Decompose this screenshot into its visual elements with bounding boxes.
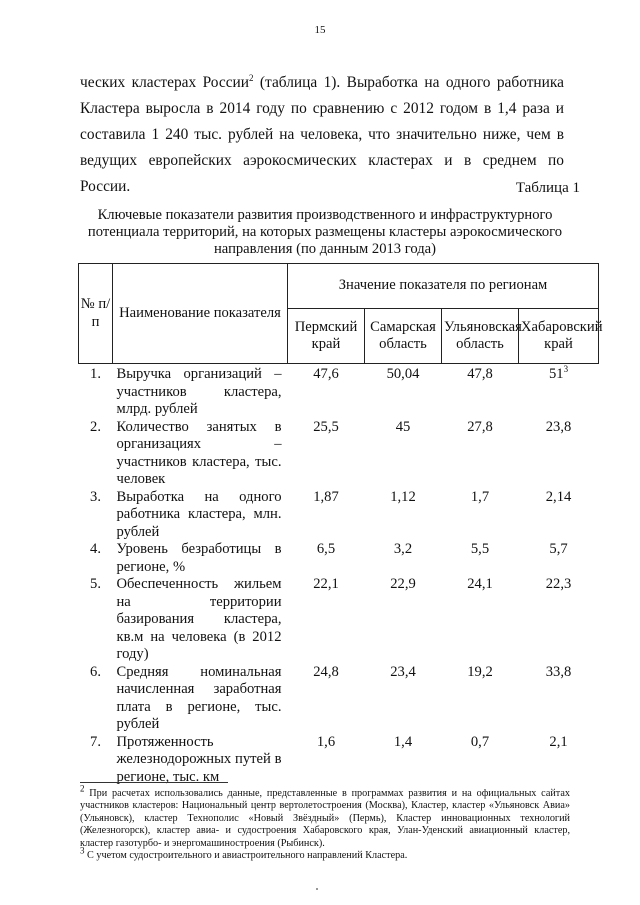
page-number: 15 <box>314 24 326 36</box>
cell-value: 5,7 <box>549 541 568 557</box>
footnote-ref-2: 2 <box>249 72 254 83</box>
row-num: 1. <box>90 366 101 382</box>
intro-paragraph <box>80 70 564 200</box>
header-group: Значение показателя по регионам <box>288 264 599 309</box>
header-name: Наименование показателя <box>113 264 288 364</box>
table-title: Ключевые показатели развития производственного и инфраструктурного потенциала территорий, на которых размещены кластеры аэрокосмического направления (по данным 2013 года) <box>87 207 563 257</box>
table-row <box>79 576 599 664</box>
indicators-table <box>78 263 603 786</box>
cell-value: 51 <box>548 366 564 382</box>
row-num: 6. <box>90 663 101 680</box>
cell-value: 1,4 <box>393 733 413 750</box>
cell-value: 0,7 <box>470 733 490 750</box>
cell-value: 3,2 <box>393 541 413 557</box>
header-region-samara: Самарская область <box>365 309 442 364</box>
footnote-ref-3: 3 <box>563 364 569 375</box>
cell-value-with-footnote <box>519 364 599 419</box>
cell-value: 27,8 <box>467 418 493 435</box>
row-name: Уровень безработицы в регионе, % <box>116 541 282 575</box>
row-num: 3. <box>90 488 101 505</box>
table-row <box>79 664 599 734</box>
row-name: Выработка на одного работника кластера, млн. рублей <box>116 488 282 540</box>
row-name: Протяженность железнодорожных путей в регионе, тыс. км <box>116 733 282 785</box>
footnote-separator <box>80 782 228 783</box>
cell-value: 23,4 <box>390 663 416 680</box>
row-name: Выручка организаций – участников кластера, млрд. рублей <box>116 366 282 417</box>
cell-value: 5,5 <box>470 541 490 557</box>
footnote-3 <box>80 845 570 862</box>
cell-value: 6,5 <box>316 541 336 557</box>
footnote-mark: 3 <box>80 845 85 856</box>
cell-value: 1,87 <box>313 488 339 505</box>
header-num: № п/п <box>79 264 113 364</box>
cell-value: 1,6 <box>316 733 336 750</box>
cell-value: 45 <box>395 418 411 435</box>
cell-value: 33,8 <box>545 663 572 680</box>
row-name: Обеспеченность жильем на территории базирования кластера, кв.м на человека (в 2012 году) <box>116 576 282 662</box>
row-num: 5. <box>90 576 101 592</box>
cell-value: 1,7 <box>470 488 490 505</box>
cell-value: 22,1 <box>313 576 339 592</box>
cell-value: 1,12 <box>390 488 416 505</box>
intro-text-part1: ческих кластерах России <box>80 74 249 91</box>
row-num: 4. <box>90 541 101 557</box>
intro-text-part2: (таблица 1). Выработка на одного работника Кластера выросла в 2014 году по сравнению с 2012 годом в 1,4 раза и составила 1 240 тыс. рублей на человека, что значительно ниже, чем в ведущих европейских аэрокосмических кластерах и в среднем по России. <box>80 74 564 195</box>
footnote-2 <box>80 783 570 850</box>
cell-value: 25,5 <box>313 418 339 435</box>
table-row <box>79 364 599 419</box>
cell-value: 22,9 <box>390 576 416 592</box>
table-label: Таблица 1 <box>515 180 580 196</box>
header-region-khabarovsk: Хабаровский край <box>519 309 599 364</box>
cell-value: 19,2 <box>467 663 493 680</box>
cell-value: 24,8 <box>313 663 339 680</box>
row-num: 2. <box>90 418 101 435</box>
row-name: Количество занятых в организациях – участников кластера, тыс. человек <box>116 418 282 487</box>
cell-value: 2,1 <box>549 733 568 750</box>
footnote-text: С учетом судостроительного и авиастроительного направлений Кластера. <box>84 850 408 862</box>
table-row <box>79 419 599 489</box>
cell-value: 24,1 <box>467 576 493 592</box>
footnote-text: При расчетах использовались данные, представленные в программах развития и на официальных сайтах участников кластеров: Национальный центр вертолетостроения (Москва), Кластер, кластер «Ульяновск Авиа» (Ульяновск), кластер Технополис «Новый Звёздный» (Пермь), Кластер инновационных технологий (Железногорск), кластер авиа- и судостроения Хабаровского края, Улан-Уденский авиационный кластер, кластер газотурбо- и энергомашиностроения (Рыбинск). <box>80 788 570 849</box>
page-mark <box>316 888 318 890</box>
table-row <box>79 489 599 542</box>
table-row <box>79 541 599 576</box>
cell-value: 47,8 <box>467 366 493 382</box>
footnotes <box>80 783 570 862</box>
table-row <box>79 734 599 787</box>
row-num: 7. <box>90 733 101 750</box>
cell-value: 50,04 <box>386 366 420 382</box>
header-region-perm: Пермский край <box>288 309 365 364</box>
header-region-ulyanovsk: Ульяновская область <box>442 309 519 364</box>
cell-value: 2,14 <box>545 488 572 505</box>
cell-value: 23,8 <box>545 418 572 435</box>
footnote-mark: 2 <box>80 783 85 794</box>
row-name: Средняя номинальная начисленная заработная плата в регионе, тыс. рублей <box>116 663 282 732</box>
cell-value: 22,3 <box>545 576 572 592</box>
cell-value: 47,6 <box>313 366 339 382</box>
